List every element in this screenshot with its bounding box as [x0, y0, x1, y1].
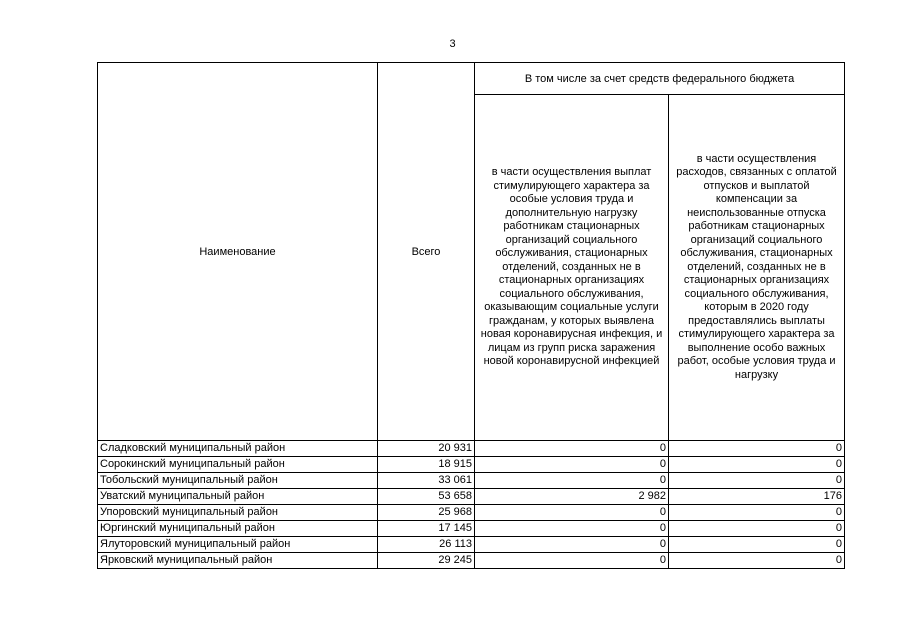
row-name: Упоровский муниципальный район [98, 505, 378, 521]
row-col1: 0 [475, 457, 669, 473]
row-total: 25 968 [378, 505, 475, 521]
row-total: 18 915 [378, 457, 475, 473]
row-total: 29 245 [378, 553, 475, 569]
row-total: 17 145 [378, 521, 475, 537]
row-col2: 0 [669, 521, 845, 537]
row-col1: 0 [475, 521, 669, 537]
table-row [98, 505, 845, 521]
row-col1: 0 [475, 441, 669, 457]
row-total: 20 931 [378, 441, 475, 457]
row-col2: 0 [669, 473, 845, 489]
header-sub-2: в части осуществления расходов, связанных с оплатой отпусков и выплатой компенсации за неиспользованные отпуска работникам стационарных организаций социального обслуживания, стационарных отделений, созданных не в стационарных организациях социального обслуживания, которым в 2020 году предоставлялись выплаты стимулирующего характера за выполнение особо важных работ, особые условия труда и нагрузку [669, 95, 845, 441]
table-row [98, 441, 845, 457]
row-col2: 0 [669, 505, 845, 521]
row-col1: 0 [475, 553, 669, 569]
header-row-1 [98, 63, 845, 95]
row-col2: 0 [669, 457, 845, 473]
header-sub-1: в части осуществления выплат стимулирующего характера за особые условия труда и дополнительную нагрузку работникам стационарных организаций социального обслуживания, стационарных отделений, созданных не в стационарных организациях социального обслуживания, оказывающим социальные услуги гражданам, у которых выявлена новая коронавирусная инфекция, и лицам из групп риска заражения новой коронавирусной инфекцией [475, 95, 669, 441]
table-row [98, 521, 845, 537]
row-name: Ялуторовский муниципальный район [98, 537, 378, 553]
row-col1: 0 [475, 505, 669, 521]
table-body [98, 441, 845, 569]
row-col1: 0 [475, 537, 669, 553]
row-col2: 176 [669, 489, 845, 505]
header-total: Всего [378, 63, 475, 441]
row-total: 33 061 [378, 473, 475, 489]
row-total: 26 113 [378, 537, 475, 553]
row-name: Уватский муниципальный район [98, 489, 378, 505]
row-col2: 0 [669, 553, 845, 569]
row-col1: 0 [475, 473, 669, 489]
header-name: Наименование [98, 63, 378, 441]
table-row [98, 457, 845, 473]
table-row [98, 553, 845, 569]
table-row [98, 473, 845, 489]
budget-table [97, 62, 845, 569]
table-row [98, 489, 845, 505]
table-row [98, 537, 845, 553]
row-name: Сладковский муниципальный район [98, 441, 378, 457]
row-col2: 0 [669, 537, 845, 553]
row-name: Юргинский муниципальный район [98, 521, 378, 537]
page-number: 3 [449, 38, 456, 50]
row-total: 53 658 [378, 489, 475, 505]
row-name: Ярковский муниципальный район [98, 553, 378, 569]
row-name: Тобольский муниципальный район [98, 473, 378, 489]
row-col1: 2 982 [475, 489, 669, 505]
row-name: Сорокинский муниципальный район [98, 457, 378, 473]
header-federal: В том числе за счет средств федерального бюджета [475, 63, 845, 95]
row-col2: 0 [669, 441, 845, 457]
